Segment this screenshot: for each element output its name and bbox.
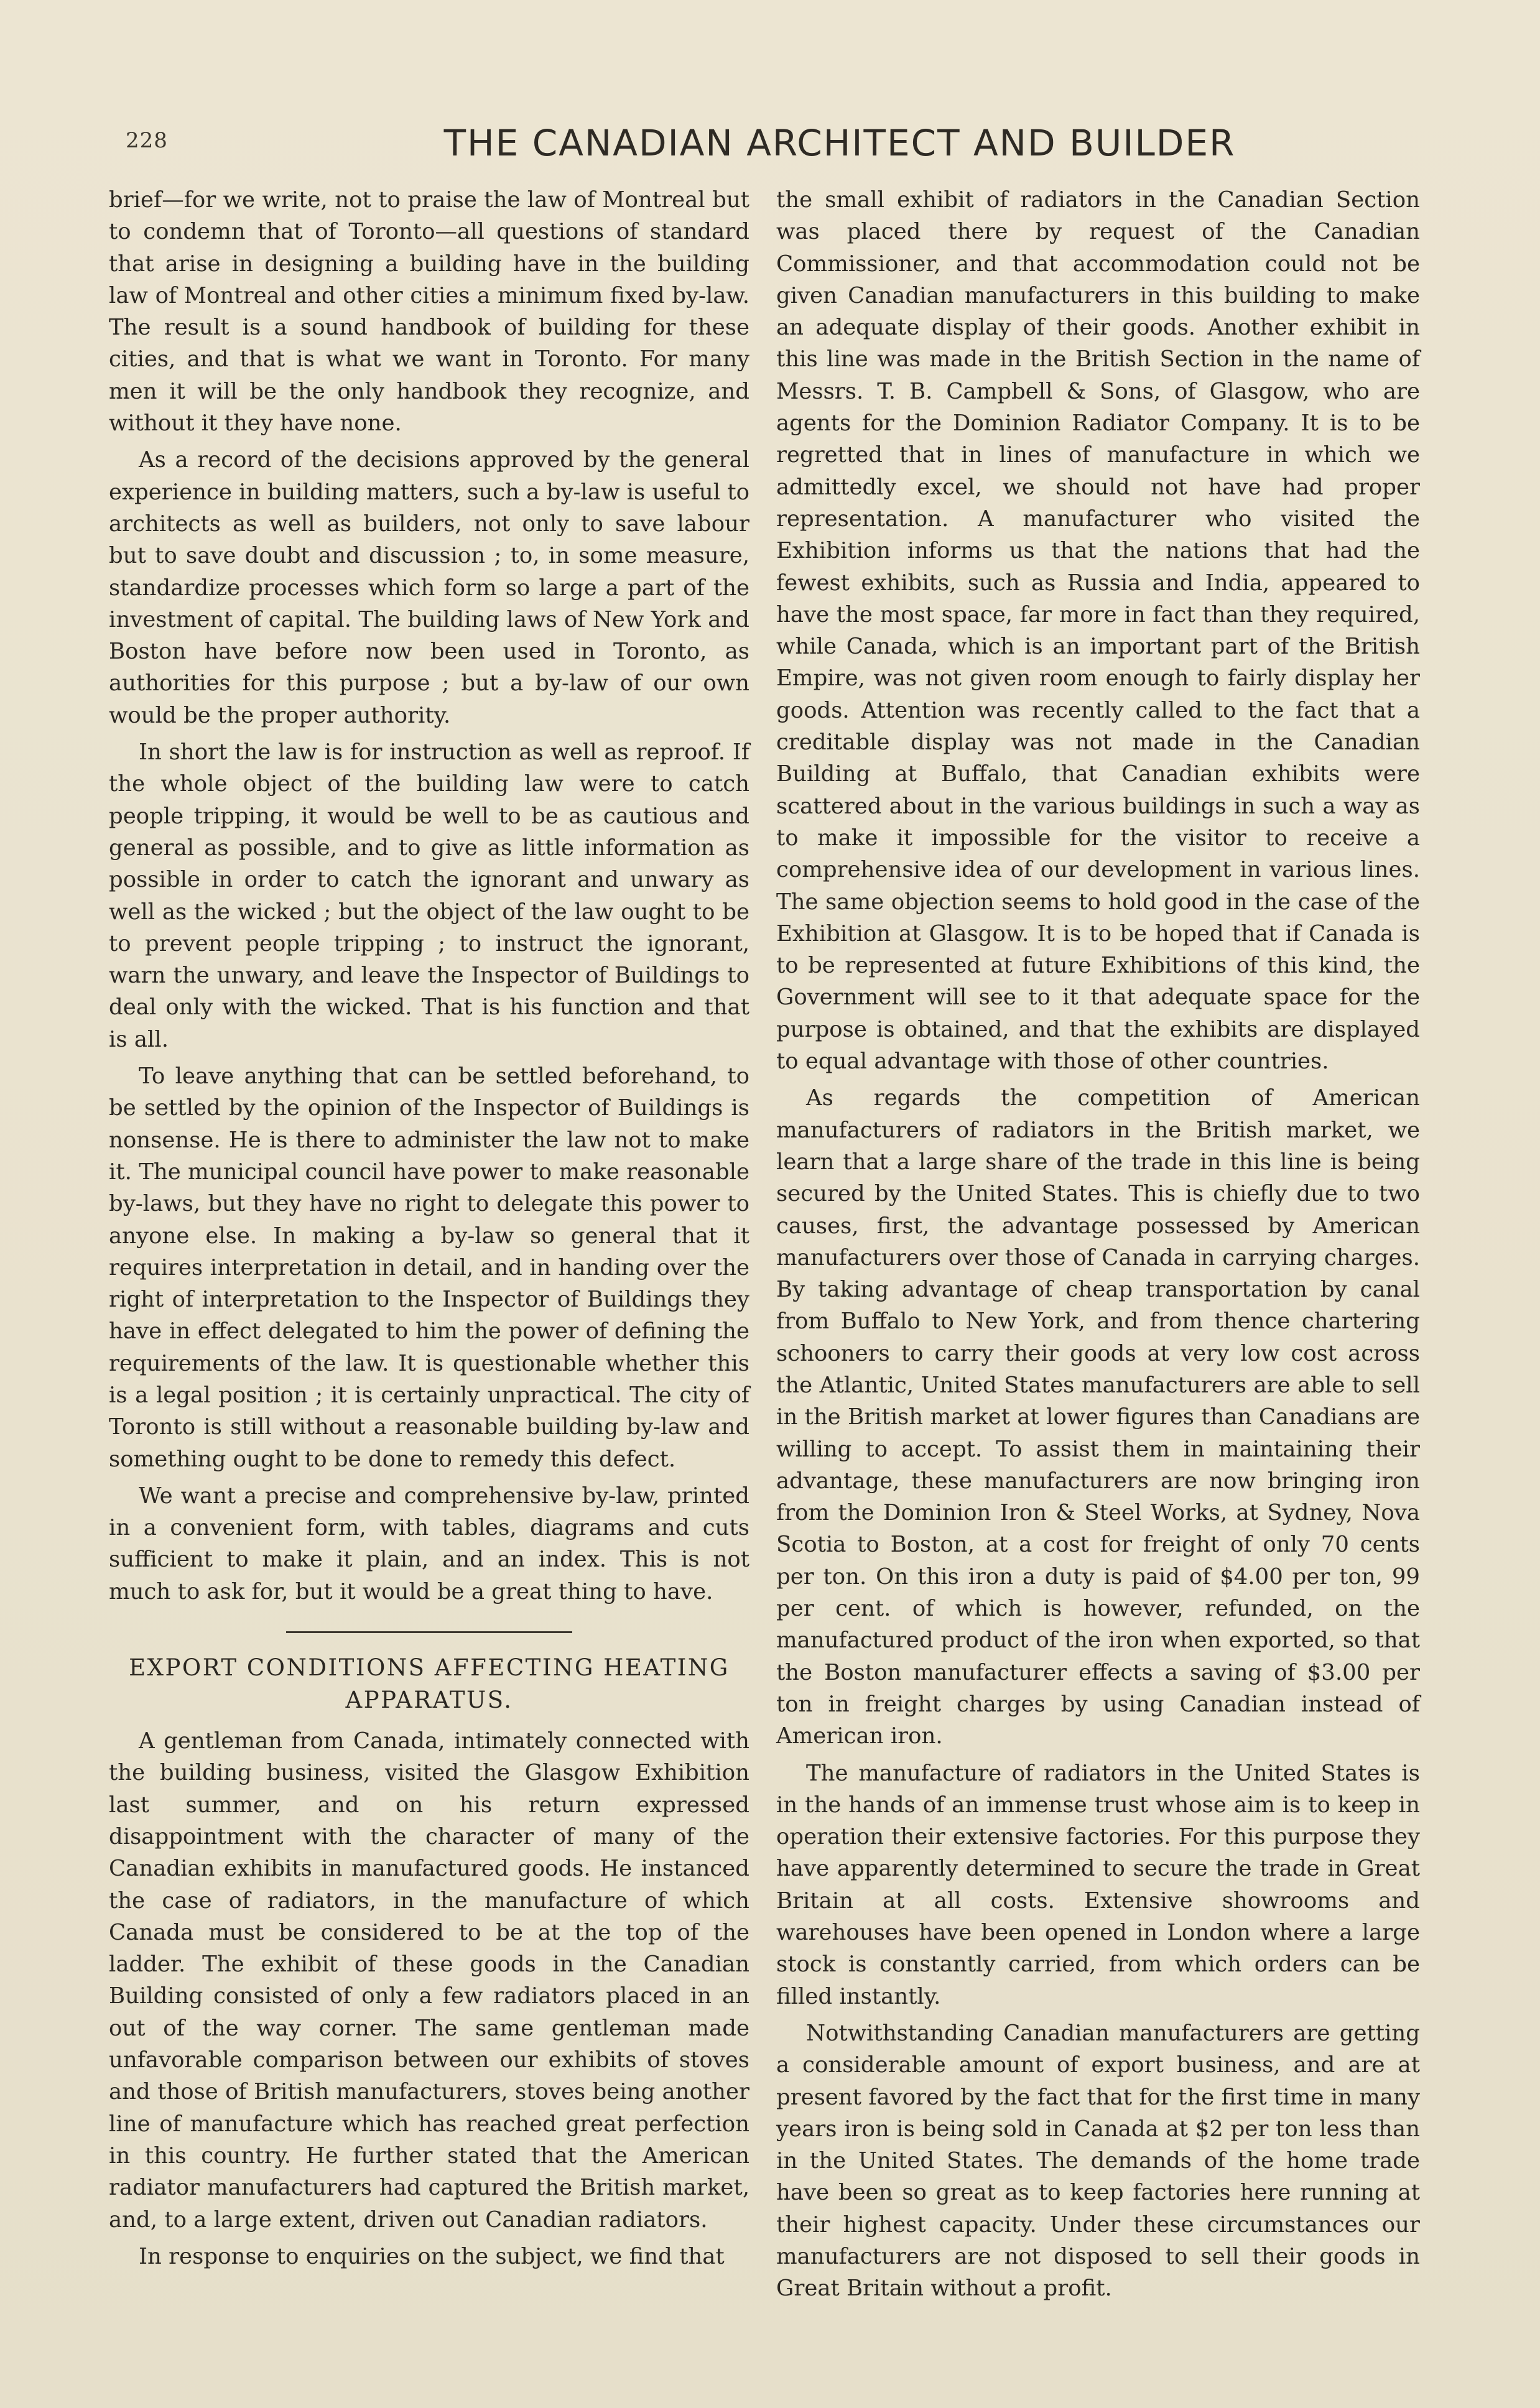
section-paragraph-2: In response to enquiries on the subject, we find that xyxy=(139,2243,725,2269)
right-paragraph-1: the small exhibit of radiators in the Canadian Section was placed there by request of the Canadian Commissioner, and that accommodation could not be given Canadian manufacturers in this building to make an adequate display of their goods. Another exhibit in this line was made in the British Section in the name of Messrs. T. B. Campbell & Sons, of Glasgow, who are agents for the Dominion Radiator Company. It is to be regretted that in lines of manufacture in which we admittedly excel, we should not have had proper representation. A manufacturer who visited the Exhibition informs us that the nations that had the fewest exhibits, such as Russia and India, appeared to have the most space, far more in fact than they required, while Canada, which is an important part of the British Empire, was not given room enough to fairly display her goods. Attention was recently called to the fact that a creditable display was not made in the Canadian Building at Buffalo, that Canadian exhibits were scattered about in the various buildings in such a way as to make it impossible for the visitor to receive a comprehensive idea of our development in various lines. The same objection seems to hold good in the case of the Exhibition at Glasgow. It is to be hoped that if Canada is to be represented at future Exhibitions of this kind, the Government will see to it that adequate space for the purpose is obtained, and that the exhibits are displayed to equal advantage with those of other countries. xyxy=(776,187,1420,1075)
page-header xyxy=(118,122,1424,178)
right-paragraph-3: The manufacture of radiators in the United States is in the hands of an immense trust whose aim is to keep in operation their extensive factories. For this purpose they have apparently determined to secure the trade in Great Britain at all costs. Extensive showrooms and warehouses have been opened in London where a large stock is constantly carried, from which orders can be filled instantly. xyxy=(776,1760,1420,2009)
section-title-line-1: EXPORT CONDITIONS AFFECTING HEATING xyxy=(129,1654,730,1682)
left-paragraph-4: To leave anything that can be settled beforehand, to be settled by the opinion of the Inspector of Buildings is nonsense. He is there to administer the law not to make it. The municipal council have power to make reasonable by-laws, but they have no right to delegate this power to anyone else. In making a by-law so general that it requires interpretation in detail, and in handing over the right of interpretation to the Inspector of Buildings they have in effect delegated to him the power of defining the requirements of the law. It is questionable whether this is a legal position ; it is certainly unpractical. The city of Toronto is still without a reasonable building by-law and something ought to be done to remedy this defect. xyxy=(109,1063,749,1472)
running-title: THE CANADIAN ARCHITECT AND BUILDER xyxy=(443,122,1236,164)
left-paragraph-5: We want a precise and comprehensive by-law, printed in a convenient form, with tables, diagrams and cuts sufficient to make it plain, and an index. This is not much to ask for, but it would be a great thing to have. xyxy=(109,1483,749,1605)
section-title xyxy=(109,1652,749,1716)
left-paragraph-3: In short the law is for instruction as well as reproof. If the whole object of the building law were to catch people tripping, it would be well to be as cautious and general as possible, and to give as little information as possible in order to catch the ignorant and unwary as well as the wicked ; but the object of the law ought to be to prevent people tripping ; to instruct the ignorant, warn the unwary, and leave the Inspector of Buildings to deal only with the wicked. That is his function and that is all. xyxy=(109,739,749,1052)
right-paragraph-4: Notwithstanding Canadian manufacturers are getting a considerable amount of export business, and are at present favored by the fact that for the first time in many years iron is being sold in Canada at $2 per ton less than in the United States. The demands of the home trade have been so great as to keep factories here running at their highest capacity. Under these circumstances our manufacturers are not disposed to sell their goods in Great Britain without a profit. xyxy=(776,2020,1420,2302)
left-paragraph-2: As a record of the decisions approved by the general experience in building matters, such a by-law is useful to architects as well as builders, not only to save labour but to save doubt and discussion ; to, in some measure, standardize processes which form so large a part of the investment of capital. The building laws of New York and Boston have before now been used in Toronto, as authorities for this purpose ; but a by-law of our own would be the proper authority. xyxy=(109,447,749,728)
page-number: 228 xyxy=(126,128,168,153)
section-paragraph-1: A gentleman from Canada, intimately connected with the building business, visited the Glasgow Exhibition last summer, and on his return expressed disappointment with the character of many of the Canadian exhibits in manufactured goods. He instanced the case of radiators, in the manufacture of which Canada must be considered to be at the top of the ladder. The exhibit of these goods in the Canadian Building consisted of only a few radiators placed in an out of the way corner. The same gentleman made unfavorable comparison between our exhibits of stoves and those of British manufacturers, stoves being another line of manufacture which has reached great perfection in this country. He further stated that the American radiator manufacturers had captured the British market, and, to a large extent, driven out Canadian radiators. xyxy=(109,1728,749,2233)
section-divider xyxy=(286,1631,572,1633)
right-column xyxy=(776,184,1420,2305)
section-title-line-2: APPARATUS. xyxy=(345,1687,513,1714)
left-column xyxy=(109,184,749,2272)
left-paragraph-1: brief—for we write, not to praise the law of Montreal but to condemn that of Toronto—all questions of standard that arise in designing a building have in the building law of Montreal and other cities a minimum fixed by-law. The result is a sound handbook of building for these cities, and that is what we want in Toronto. For many men it will be the only handbook they recognize, and without it they have none. xyxy=(109,187,749,437)
right-paragraph-2: As regards the competition of American manufacturers of radiators in the British market, we learn that a large share of the trade in this line is being secured by the United States. This is chiefly due to two causes, first, the advantage possessed by American manufacturers over those of Canada in carrying charges. By taking advantage of cheap transportation by canal from Buffalo to New York, and from thence chartering schooners to carry their goods at very low cost across the Atlantic, United States manufacturers are able to sell in the British market at lower figures than Canadians are willing to accept. To assist them in maintaining their advantage, these manufacturers are now bringing iron from the Dominion Iron & Steel Works, at Sydney, Nova Scotia to Boston, at a cost for freight of only 70 cents per ton. On this iron a duty is paid of $4.00 per ton, 99 per cent. of which is however, refunded, on the manufactured product of the iron when exported, so that the Boston manufacturer effects a saving of $3.00 per ton in freight charges by using Canadian instead of American iron. xyxy=(776,1085,1420,1749)
